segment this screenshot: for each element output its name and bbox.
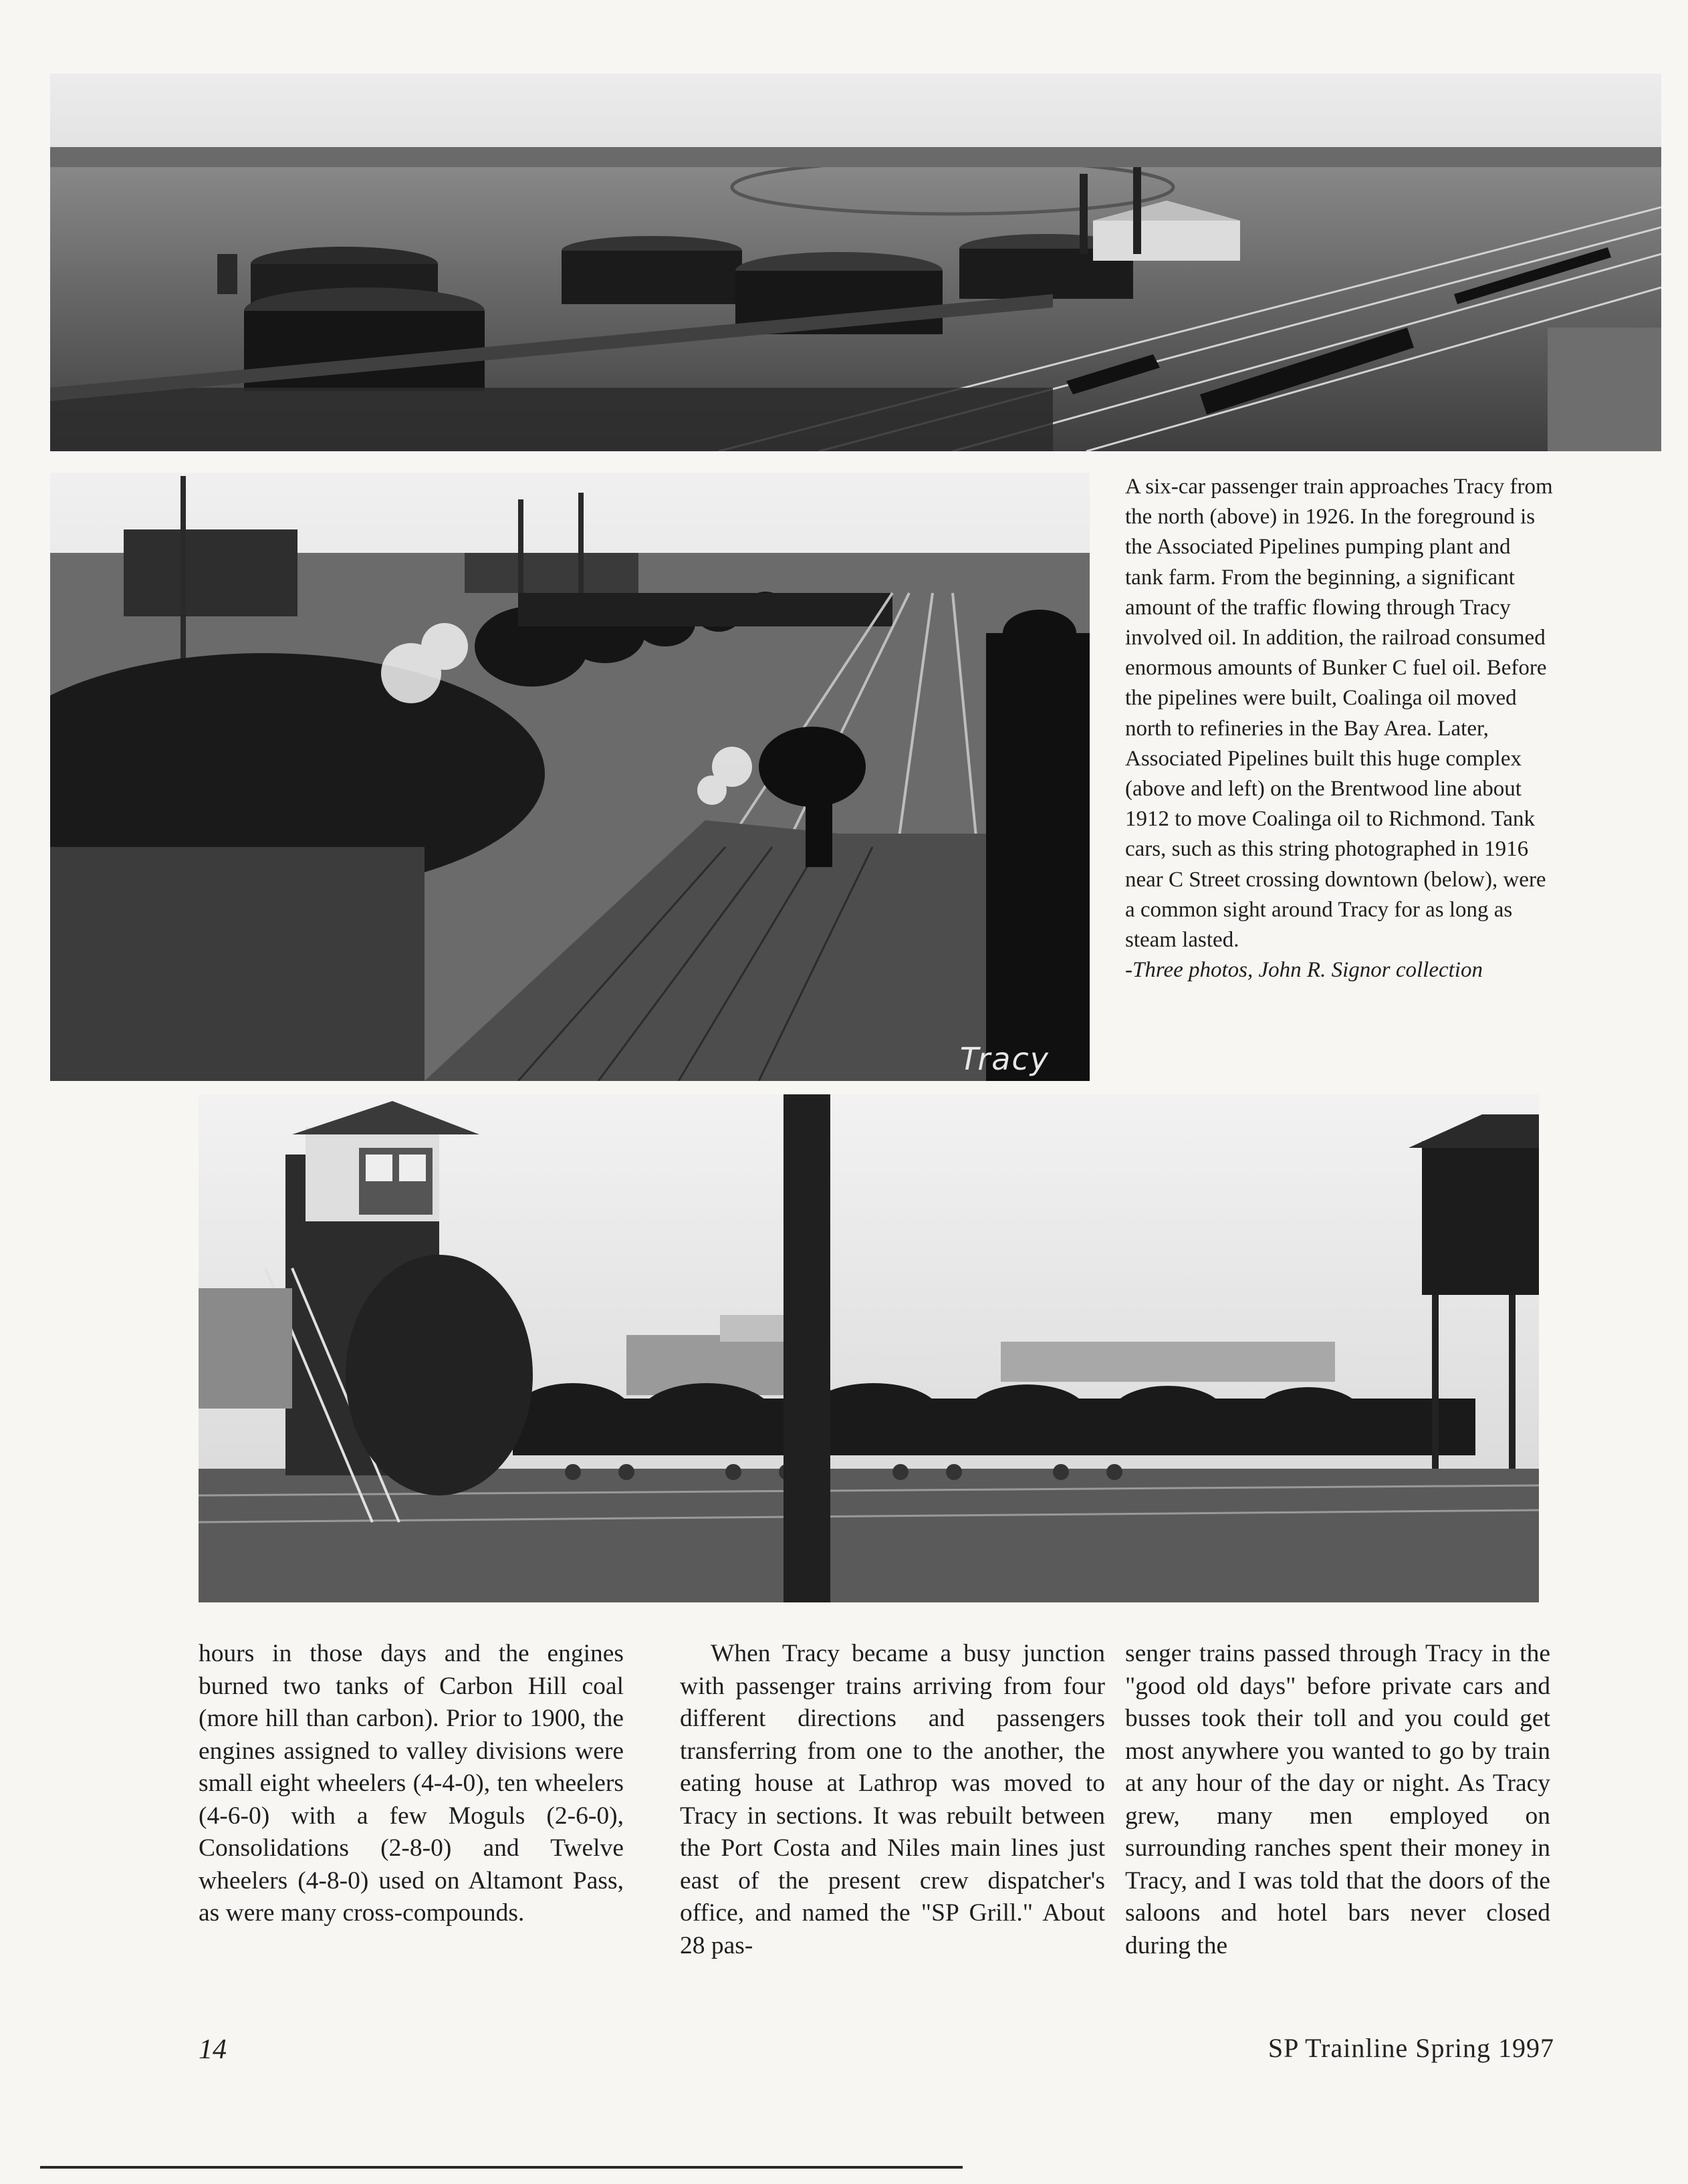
publication-title: SP Trainline Spring 1997 [1268, 2033, 1554, 2063]
photo-tank-farm-panorama [50, 74, 1661, 451]
column-1-text: hours in those days and the engines burned two tanks of Carbon Hill coal (more hill than carbon). Prior to 1900, the engines assigned to valley divisions were small eight wheelers (4-4-0), ten wheelers (4-6-0) with a few Moguls (2-6-0), Consolidations (2-8-0) and Twelve wheelers (4-8-0) used on Altamont Pass, as were many cross-compounds. [199, 1640, 624, 1927]
page-number: 14 [199, 2034, 227, 2065]
photo-credit: -Three photos, John R. Signor collection [1125, 958, 1483, 983]
body-column-3 [1125, 1638, 1550, 1962]
photo-label-tracy: Tracy [959, 1041, 1050, 1077]
photo-train-roof-view [50, 473, 1090, 1081]
bottom-rule [40, 2166, 963, 2169]
body-column-1 [199, 1638, 624, 1930]
column-3-text: senger trains passed through Tracy in the "good old days" before private cars and busses took their toll and you could get most anywhere you wanted to go by train at any hour of the day or night. As Tracy grew, many men employed on surrounding ranches spent their money in Tracy, and I was told that the doors of the saloons and hotel bars never closed during the [1125, 1640, 1550, 1959]
caption-text: A six-car passenger train approaches Tracy from the north (above) in 1926. In the foreground is the Associated Pipelines pumping plant and tank farm. From the beginning, a significant amount of the traffic flowing through Tracy involved oil. In addition, the railroad consumed enormous amounts of Bunker C fuel oil. Before the pipelines were built, Coalinga oil moved north to refineries in the Bay Area. Later, Associated Pipelines built this huge complex (above and left) on the Brentwood line about 1912 to move Coalinga oil to Richmond. Tank cars, such as this string photographed in 1916 near C Street crossing downtown (below), were a common sight around Tracy for as long as steam lasted. [1125, 475, 1553, 953]
photo-caption [1125, 472, 1553, 985]
photo-tank-car-string [199, 1094, 1539, 1602]
body-column-2 [680, 1638, 1105, 1962]
column-2-text: When Tracy became a busy junction with passenger trains arriving from four different directions and passengers transferring from one to the another, the eating house at Lathrop was moved to Tracy in sections. It was rebuilt between the Port Costa and Niles main lines just east of the present crew dispatcher's office, and named the "SP Grill." About 28 pas- [680, 1640, 1105, 1959]
